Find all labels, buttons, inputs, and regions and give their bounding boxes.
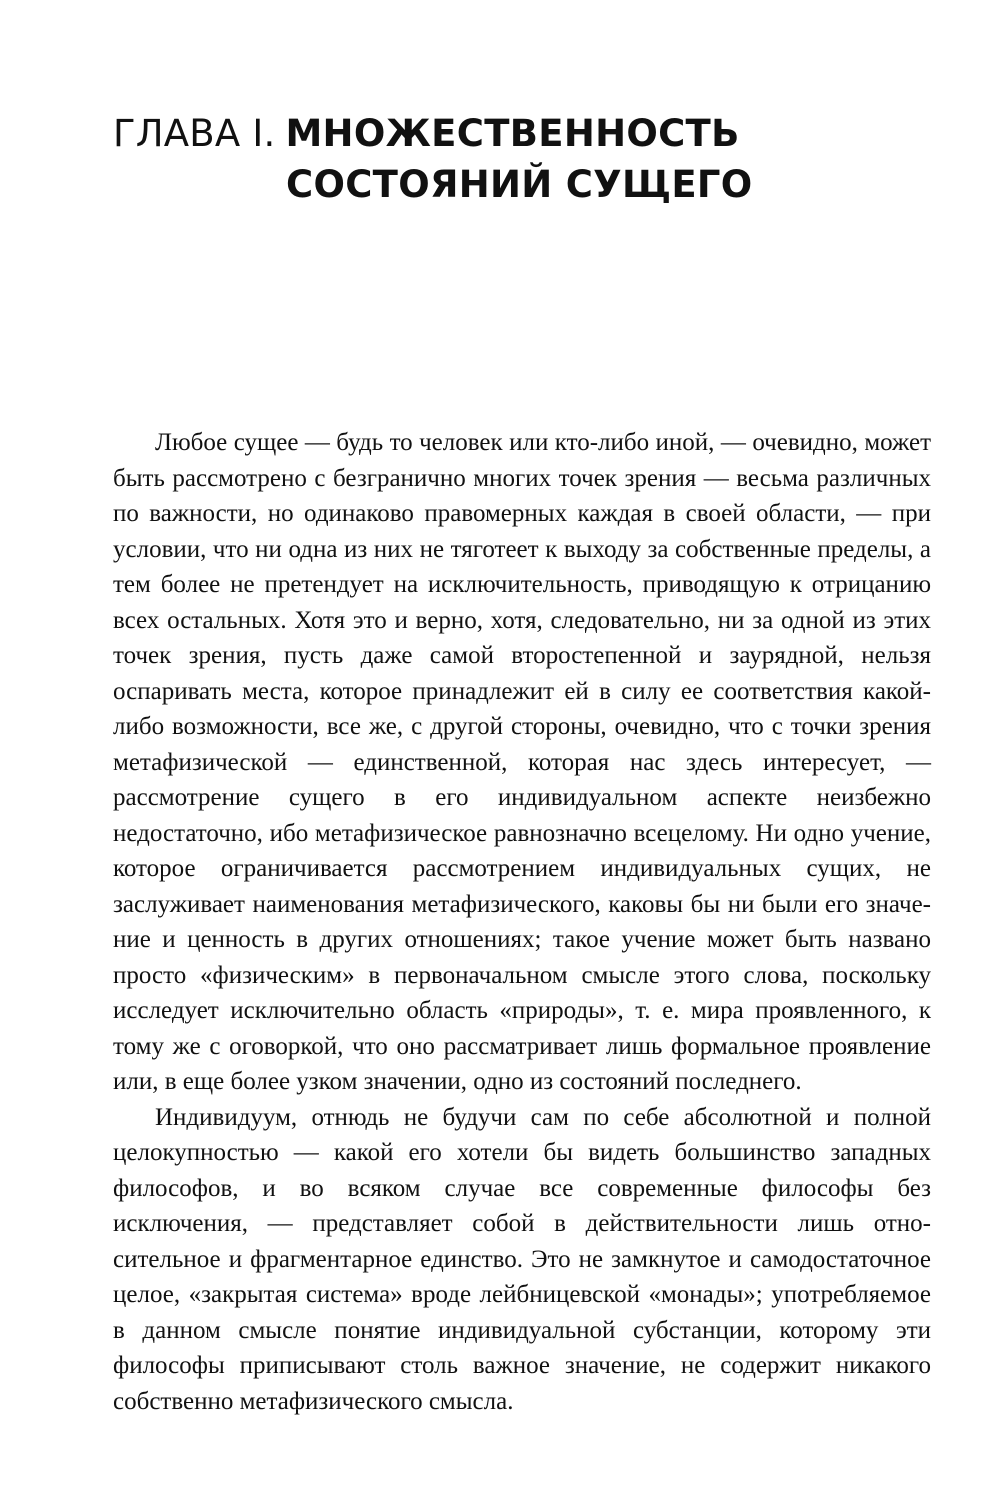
chapter-title-line-1: МНОЖЕСТВЕННОСТЬ xyxy=(285,112,740,155)
chapter-heading-line-1 xyxy=(113,112,893,155)
chapter-body xyxy=(113,425,931,1419)
chapter-label: ГЛАВА I. xyxy=(113,112,276,155)
chapter-title-line-2: СОСТОЯНИЙ СУЩЕГО xyxy=(286,163,753,206)
paragraph-1: Любое сущее — будь то человек или кто-либо иной, — очевидно, может быть рассмотрено с безгранично многих точек зрения — весьма различных по важности, но одинаково правомерных каждая в своей области, — при условии, что ни одна из них не тяготеет к выходу за собственные пределы, а тем более не претендует на исключительность, приводящую к отрицанию всех остальных. Хотя это и верно, хотя, следовательно, ни за одной из этих точек зрения, пусть даже самой второстепенной и заурядной, нельзя оспаривать места, которое принадлежит ей в силу ее соответствия какой-либо возможности, все же, с другой стороны, очевидно, что с точки зрения метафизической — единственной, которая нас здесь интересует, — рассмотрение сущего в его индивидуальном аспекте неизбежно недостаточно, ибо метафизическое равнозначно всецелому. Ни одно учение, которое ограничивается рассмотрением индивидуальных сущих, не заслуживает наименования метафизического, каковы бы ни были его значение и ценность в других отношениях; такое учение может быть названо просто «физическим» в первоначальном смысле этого слова, поскольку исследует исключительно область «природы», т. е. мира проявленного, к тому же с оговоркой, что оно рассматривает лишь формальное проявление или, в еще более узком значении, одно из состояний последнего. xyxy=(113,429,931,1095)
chapter-heading xyxy=(113,112,893,206)
paragraph-2: Индивидуум, отнюдь не будучи сам по себе абсолютной и полной целокупностью — какой его хотели бы видеть большинство западных философов, и во всяком случае все современные философы без исключения, — представляет собой в действительности лишь относительное и фрагментарное единство. Это не замкнутое и самодостаточное целое, «закрытая система» вроде лейбницевской «монады»; употребляемое в данном смысле понятие индивидуальной субстанции, которому эти философы приписывают столь важное значение, не содержит никакого собственно метафизического смысла. xyxy=(113,1103,931,1415)
